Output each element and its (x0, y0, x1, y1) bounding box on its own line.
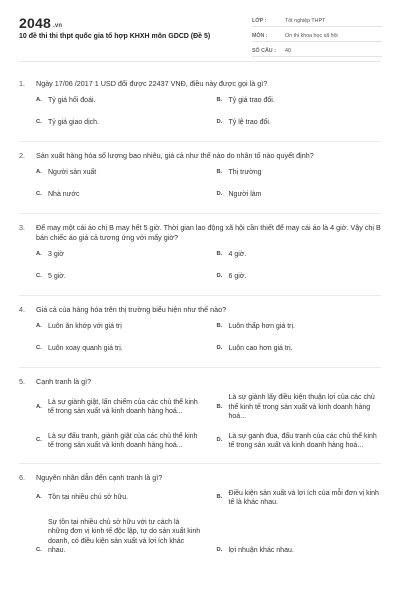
meta-value: Tốt nghiệp THPT (285, 18, 326, 24)
option-d[interactable] (217, 117, 382, 129)
option-text: Thị trường (228, 169, 262, 177)
option-letter: B. (216, 97, 223, 104)
option-letter: A. (36, 323, 42, 330)
question-text: Giá cả của hàng hóa trên thị trường biểu hiện như thế nào? (36, 305, 227, 314)
option-b[interactable] (217, 167, 382, 179)
meta-subject-row (252, 29, 382, 42)
option-letter: B. (216, 403, 223, 410)
option-text: Sự tồn tại nhiều chủ sở hữu với tư cách là những đơn vị kinh tế độc lập, tự do sản xuất kinh doanh, có điều kiện sản xuất và lợi ích khác nhau. (48, 518, 201, 554)
question-number: 6. (19, 472, 25, 482)
option-text: Luôn cao hơn giá trị. (228, 345, 293, 353)
option-text: Tồn tại nhiều chủ sở hữu. (48, 494, 129, 502)
option-d[interactable] (217, 343, 382, 355)
question-divider (19, 213, 381, 214)
option-text: Tỷ giá giao dịch. (48, 119, 99, 127)
header-divider (19, 61, 381, 62)
option-letter: D. (216, 273, 223, 280)
option-d[interactable] (217, 518, 382, 556)
option-a[interactable] (36, 167, 201, 179)
option-a[interactable] (36, 489, 201, 508)
meta-label: MÔN : (252, 33, 268, 39)
question-text: Nguyên nhân dẫn đến cạnh tranh là gì? (36, 472, 163, 482)
site-logo[interactable]: 2048 .vn (19, 15, 63, 31)
option-text: Nhà nước (48, 191, 80, 199)
option-letter: D. (216, 119, 223, 126)
option-letter: C. (36, 191, 42, 198)
question-divider (19, 367, 381, 368)
question-divider (19, 463, 381, 464)
option-letter: A. (36, 169, 42, 176)
option-text: Người làm (228, 191, 262, 199)
question-number: 4. (19, 305, 25, 314)
meta-value: 40 (285, 48, 291, 54)
option-letter: B. (216, 251, 223, 258)
option-text: Luôn thấp hơn giá trị. (228, 323, 295, 331)
option-a[interactable] (36, 95, 201, 107)
question-4 (19, 305, 381, 365)
option-text: 6 giờ. (228, 273, 247, 281)
exam-title: 10 đề thi thi thpt quốc gia tổ hợp KHXH môn GDCD (Đề 5) (19, 33, 211, 40)
question-text: Cạnh tranh là gì? (36, 377, 92, 386)
question-5 (19, 377, 381, 461)
question-text: Ngày 17/06 /2017 1 USD đổi được 22437 VNĐ, điều này được gọi là gì? (36, 79, 268, 88)
option-letter: C. (36, 273, 42, 280)
option-text: 3 giờ (48, 251, 64, 259)
option-b[interactable] (217, 95, 382, 107)
meta-count-row (252, 44, 382, 57)
option-text: Luôn ăn khớp với giá trị (48, 323, 122, 331)
option-d[interactable] (217, 189, 382, 201)
option-letter: C. (36, 345, 42, 352)
option-text: Là sự giành lấy điều kiện thuận lợi của các chủ thể kinh tế trong sản xuất và kinh doanh hàng hoá... (228, 394, 375, 420)
option-letter: B. (216, 494, 223, 501)
question-divider (19, 141, 381, 142)
option-text: Tỷ giá trao đổi. (228, 97, 275, 105)
option-b[interactable] (217, 321, 382, 333)
option-text: Người sản xuất (48, 169, 97, 177)
question-2 (19, 151, 381, 211)
option-c[interactable] (36, 117, 201, 129)
option-d[interactable] (217, 271, 382, 283)
option-letter: A. (36, 494, 42, 501)
option-letter: C. (36, 547, 42, 553)
question-text: Sản xuất hàng hóa số lượng bao nhiêu, giá cả như thế nào do nhân tố nào quyết định? (36, 151, 314, 160)
option-b[interactable] (217, 249, 382, 261)
option-letter: A. (36, 97, 42, 104)
option-text: Tỷ lệ trao đổi. (228, 119, 271, 127)
question-number: 3. (19, 223, 25, 232)
option-letter: C. (36, 437, 42, 444)
meta-class-row (252, 14, 382, 27)
option-text: Là sự ganh đua, đấu tranh của các chủ thể kinh tế trong sản xuất và kinh doanh hàng hoá... (228, 432, 377, 449)
option-text: lợi nhuận khác nhau. (228, 547, 294, 554)
option-text: Là sự đấu tranh, giành giật của các chủ thể kinh tế trong sản xuất và kinh doanh hàng hoá... (48, 432, 198, 449)
option-letter: A. (36, 251, 42, 258)
option-text: Điều kiện sản xuất và lợi ích của mỗi đơn vị kinh tế là khác nhau. (228, 489, 379, 506)
question-6 (19, 473, 381, 566)
question-number: 2. (19, 151, 25, 160)
option-b[interactable] (217, 489, 382, 508)
question-number: 5. (19, 377, 25, 386)
option-text: Tỷ giá hối đoái. (48, 97, 96, 105)
option-text: 5 giờ. (48, 273, 66, 281)
option-a[interactable] (36, 393, 201, 422)
exam-meta (252, 14, 382, 59)
option-c[interactable] (36, 271, 201, 283)
option-text: Luôn xoay quanh giá trị. (48, 345, 123, 353)
question-list (19, 79, 381, 566)
question-1 (19, 79, 381, 139)
option-c[interactable] (36, 343, 201, 355)
option-letter: D. (216, 345, 223, 352)
option-letter: C. (36, 119, 42, 126)
meta-label: SỐ CÂU : (252, 48, 276, 54)
option-c[interactable] (36, 432, 201, 451)
option-letter: D. (216, 547, 223, 553)
option-b[interactable] (217, 393, 382, 422)
question-text: Để may một cái áo chị B may hết 5 giờ. Thời gian lao động xã hội cần thiết để may cái áo là 4 giờ. Vậy chị B bán chiếc áo giá cả tương ứng với mấy giờ? (36, 223, 381, 242)
option-letter: D. (216, 437, 223, 444)
option-text: Là sự giành giật, lấn chiếm của các chủ thể kinh tế trong sản xuất và kinh doanh hàng hoá... (48, 398, 198, 416)
option-c[interactable] (36, 189, 201, 201)
option-c[interactable] (36, 518, 201, 556)
option-a[interactable] (36, 321, 201, 333)
option-text: 4 giờ. (228, 251, 247, 259)
option-letter: A. (36, 403, 42, 410)
question-3 (19, 223, 381, 293)
option-a[interactable] (36, 249, 201, 261)
question-divider (19, 295, 381, 296)
option-letter: D. (216, 191, 223, 198)
option-d[interactable] (217, 432, 382, 451)
meta-value: Ôn thi khoa học xã hội (285, 33, 338, 39)
option-letter: B. (216, 323, 223, 330)
option-letter: B. (216, 169, 223, 176)
question-number: 1. (19, 79, 25, 88)
meta-label: LỚP : (252, 18, 267, 24)
